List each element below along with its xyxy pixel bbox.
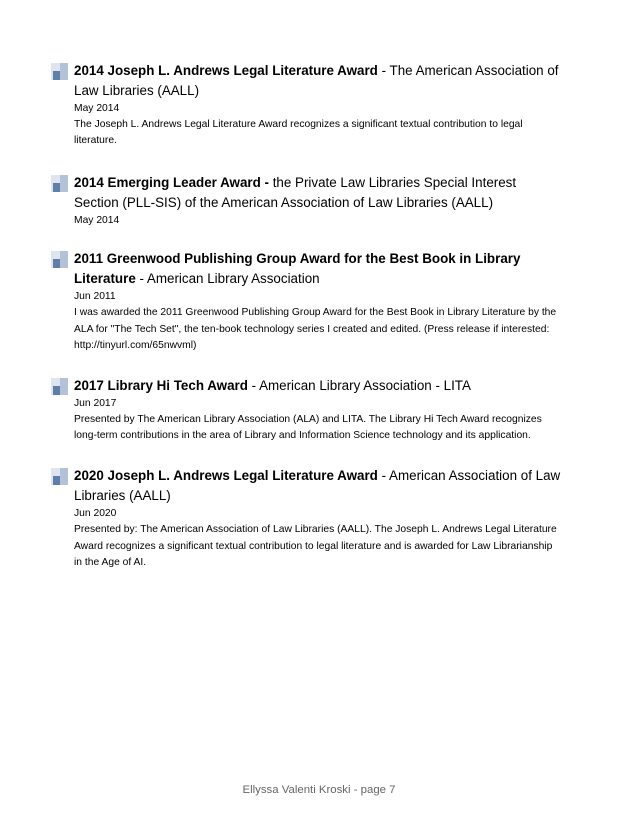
- awards-list: [51, 61, 561, 571]
- award-item: [51, 376, 561, 444]
- award-heading: [74, 249, 561, 289]
- award-organization: - The American Association of Law Libraries (AALL): [74, 63, 559, 98]
- award-icon: [51, 63, 68, 80]
- award-item: [51, 173, 561, 229]
- award-date: May 2014: [74, 103, 120, 114]
- award-heading: [74, 173, 561, 213]
- award-description: Presented by: The American Association of Law Libraries (AALL). The Joseph L. Andrews Legal Literature Award recognizes a significant textual contribution to legal literature and is awarded for Law Librarianship in the Age of AI.: [74, 524, 557, 568]
- page-footer: Ellyssa Valenti Kroski - page 7: [242, 784, 396, 796]
- award-title: 2011 Greenwood Publishing Group Award for the Best Book in Library Literature: [74, 251, 521, 287]
- award-description: I was awarded the 2011 Greenwood Publishing Group Award for the Best Book in Library Literature by the ALA for "The Tech Set", the ten-book technology series I created and edited. (Press release if interested: http://tinyurl.com/65nwvml): [74, 307, 557, 351]
- award-organization: - American Library Association: [135, 271, 320, 287]
- award-date: Jun 2011: [74, 291, 116, 303]
- award-heading: [74, 61, 561, 101]
- award-organization: - American Association of Law Libraries (AALL): [74, 468, 561, 504]
- award-date: Jun 2020: [74, 508, 117, 520]
- award-date: Jun 2017: [74, 398, 117, 410]
- award-title: 2014 Joseph L. Andrews Legal Literature Award: [74, 63, 378, 78]
- award-icon: [51, 378, 68, 395]
- award-item: [51, 249, 561, 354]
- award-icon: [51, 468, 68, 485]
- award-heading: [74, 376, 561, 396]
- award-title: 2017 Library Hi Tech Award: [74, 378, 248, 394]
- award-organization: - American Library Association - LITA: [247, 378, 471, 394]
- award-title: 2014 Emerging Leader Award -: [74, 175, 273, 191]
- award-item: [51, 466, 561, 571]
- award-description: Presented by The American Library Association (ALA) and LITA. The Library Hi Tech Award recognizes long-term contributions in the area of Library and Information Science technology and its application.: [74, 414, 542, 442]
- award-icon: [51, 175, 68, 192]
- award-title: 2020 Joseph L. Andrews Legal Literature Award: [74, 468, 378, 484]
- award-heading: [74, 466, 561, 506]
- award-description: The Joseph L. Andrews Legal Literature Award recognizes a significant textual contribution to legal literature.: [74, 119, 523, 147]
- award-date: May 2014: [74, 215, 120, 227]
- award-icon: [51, 251, 68, 268]
- award-organization: the Private Law Libraries Special Interest Section (PLL-SIS) of the American Association of Law Libraries (AALL): [74, 175, 517, 211]
- award-item: [51, 61, 561, 149]
